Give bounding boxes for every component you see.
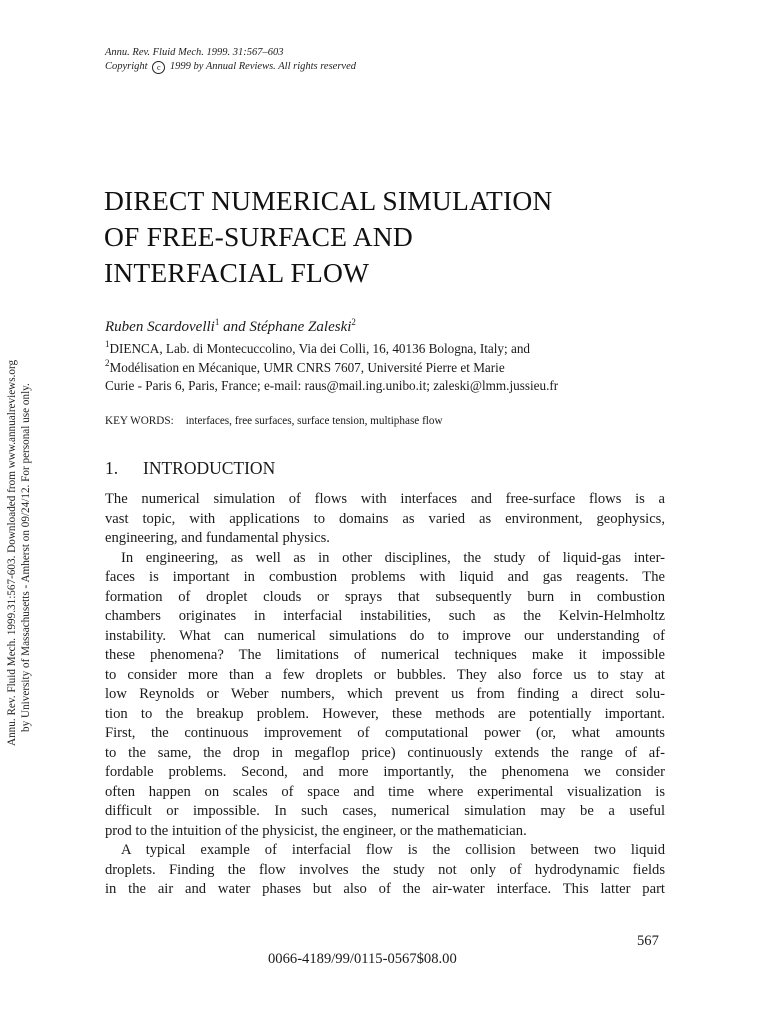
body-line: fordable problems. Second, and more importantly, the phenomena we consider <box>105 764 665 780</box>
body-line: to consider more than a few droplets or bubbles. They also force us to stay at <box>105 666 665 683</box>
title-line-1: DIRECT NUMERICAL SIMULATION <box>104 185 553 216</box>
section-number: 1. <box>105 458 119 478</box>
journal-header <box>105 46 356 74</box>
download-notice <box>5 270 35 746</box>
body-line: vast topic, with applications to domains as varied as environment, geophysics, <box>105 510 665 527</box>
page-number: 567 <box>637 933 659 949</box>
author-1-affiliation-mark: 1 <box>214 317 220 327</box>
keywords <box>105 413 443 429</box>
copyright-suffix: 1999 by Annual Reviews. All rights reserved <box>169 61 356 72</box>
download-notice-line-2: by University of Massachusetts - Amherst on 09/24/12. For personal use only. <box>20 383 32 732</box>
body-line: First, the continuous improvement of computational power (or, what amounts <box>105 725 665 741</box>
affiliation-2-continued: Curie - Paris 6, Paris, France; e-mail: raus@mail.ing.unibo.it; zaleski@lmm.jussieu.fr <box>105 378 559 393</box>
affiliation-1-mark: 1 <box>105 339 110 349</box>
article-title <box>104 183 704 291</box>
body-line: instability. What can numerical simulations do to improve our understanding of <box>105 627 665 644</box>
body-line: in the air and water phases but also of the air-water interface. This latter part <box>105 881 665 897</box>
body-line: tion to the breakup problem. However, these methods are potentially important. <box>105 705 665 722</box>
affiliation-1 <box>105 340 558 359</box>
body-line: often happen on scales of space and time where experimental visualization is <box>105 783 665 800</box>
author-list <box>105 318 356 336</box>
body-line: faces is important in combustion problems with liquid and gas reagents. The <box>105 569 665 585</box>
download-notice-text <box>5 270 33 746</box>
section-title: INTRODUCTION <box>143 458 276 478</box>
body-line: difficult or impossible. In such cases, numerical simulation may be a useful <box>105 803 665 819</box>
affiliation-2-text: Modélisation en Mécanique, UMR CNRS 7607, Université Pierre et Marie <box>109 359 505 375</box>
author-2-affiliation-mark: 2 <box>351 317 356 327</box>
author-name-1: Ruben Scardovelli <box>105 319 215 335</box>
body-line: The numerical simulation of flows with interfaces and free-surface flows is a <box>105 491 665 507</box>
download-notice-line-1: Annu. Rev. Fluid Mech. 1999.31:567-603. Downloaded from www.annualreviews.org <box>6 359 18 746</box>
body-line: low Reynolds or Weber numbers, which prevent us from finding a direct solu- <box>105 686 665 702</box>
title-line-2: OF FREE-SURFACE AND <box>104 221 413 252</box>
body-line: to the same, the drop in megaflop price) continuously extends the range of af- <box>105 744 665 761</box>
title-line-3: INTERFACIAL FLOW <box>104 257 370 288</box>
affiliations <box>105 340 558 396</box>
journal-citation: Annu. Rev. Fluid Mech. 1999. 31:567–603 <box>105 47 284 58</box>
affiliation-2-mark: 2 <box>105 357 110 368</box>
body-line: these phenomena? The limitations of numerical techniques make it impossible <box>105 647 665 663</box>
affiliation-2 <box>105 359 558 378</box>
copyright-prefix: Copyright <box>105 61 148 72</box>
body-line: In engineering, as well as in other disciplines, the study of liquid-gas inter- <box>121 549 665 566</box>
affiliation-1-text: DIENCA, Lab. di Montecuccolino, Via dei Colli, 16, 40136 Bologna, Italy; and <box>109 341 531 356</box>
author-conjunction: and <box>219 319 250 335</box>
body-line: A typical example of interfacial flow is the collision between two liquid <box>121 842 665 858</box>
body-line: chambers originates in interfacial instabilities, such as the Kelvin-Helmholtz <box>105 608 665 624</box>
price-code: 0066-4189/99/0115-0567$08.00 <box>268 951 457 967</box>
body-text <box>105 490 665 900</box>
section-heading <box>105 457 275 479</box>
body-line: engineering, and fundamental physics. <box>105 530 330 546</box>
body-line: formation of droplet clouds or sprays that subsequently burn in combustion <box>105 588 665 605</box>
body-line: prod to the intuition of the physicist, the engineer, or the mathematician. <box>105 822 527 839</box>
copyright-icon: c <box>152 61 165 74</box>
keywords-values: interfaces, free surfaces, surface tension, multiphase flow <box>185 415 443 427</box>
copyright-line <box>105 60 356 74</box>
body-line: droplets. Finding the flow involves the study not only of hydrodynamic fields <box>105 861 665 878</box>
author-name-2: Stéphane Zaleski <box>249 319 352 335</box>
keywords-label: KEY WORDS: <box>105 415 174 427</box>
